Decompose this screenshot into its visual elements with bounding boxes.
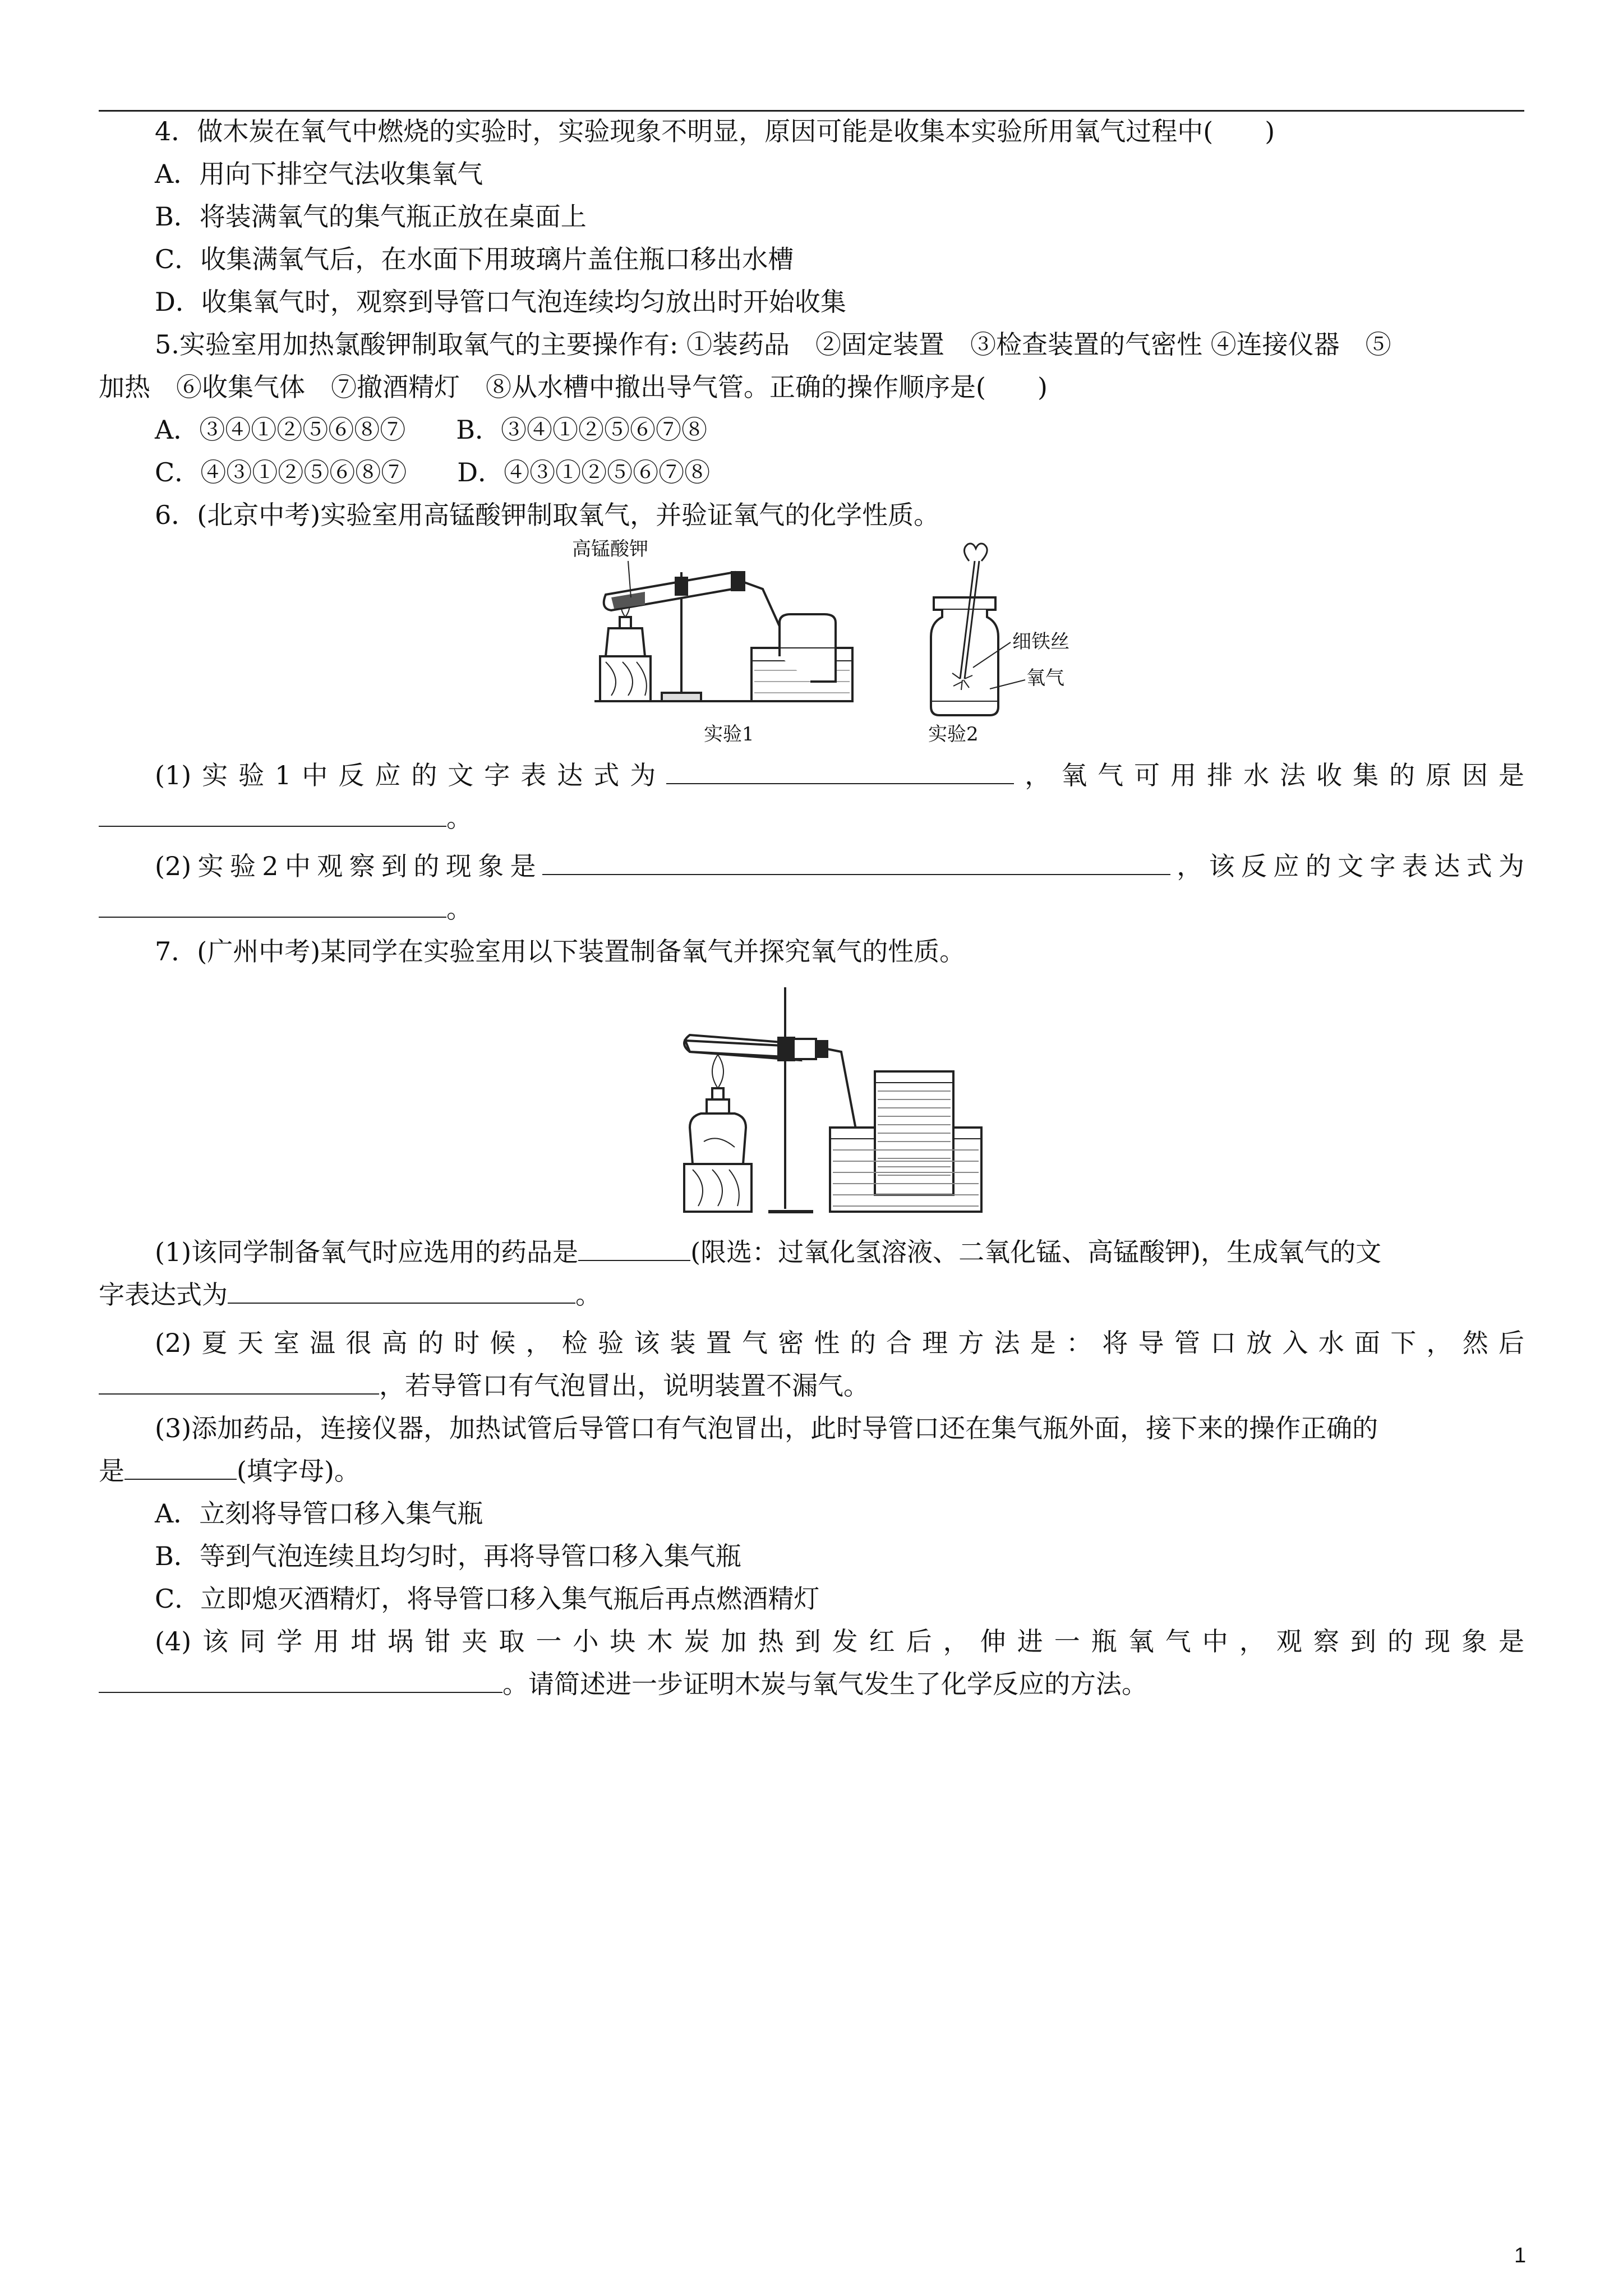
q7-part4-line1: (4)该同学用坩埚钳夹取一小块木炭加热到发红后，伸进一瓶氧气中，观察到的现象是 [155,1626,1524,1657]
q6-figure [561,539,1077,757]
q7-option-a: A．立刻将导管口移入集气瓶 [155,1498,483,1529]
q7-stem: 7．(广州中考)某同学在实验室用以下装置制备氧气并探究氧气的性质。 [155,936,966,967]
caption-experiment2: 实验2 [928,723,979,746]
q7-part4-blank[interactable] [99,1668,502,1693]
q6-part1-line2: 。 [99,797,1524,839]
experiment1-apparatus [594,572,852,701]
q5-stem-line2: 加热 ⑥收集气体 ⑦撤酒精灯 ⑧从水槽中撤出导气管。正确的操作顺序是( ) [99,372,1048,402]
q7-part4-line2: 。请简述进一步证明木炭与氧气发生了化学反应的方法。 [99,1663,1524,1705]
q7-option-c: C．立即熄灭酒精灯，将导管口移入集气瓶后再点燃酒精灯 [155,1584,820,1614]
q4-option-d: D．收集氧气时，观察到导管口气泡连续均匀放出时开始收集 [155,287,846,317]
q7-figure [673,987,987,1223]
q7-part2-blank[interactable] [99,1370,379,1395]
q4-option-b: B．将装满氧气的集气瓶正放在桌面上 [155,201,587,232]
q5-options-row2 [155,451,1524,494]
q4-stem: 4．做木炭在氧气中燃烧的实验时，实验现象不明显，原因可能是收集本实验所用氧气过程中( ) [155,116,1275,146]
q6-part1-blank2[interactable] [99,802,446,827]
q6-part1-blank1[interactable] [666,760,1014,784]
label-kmno4: 高锰酸钾 [572,539,648,560]
q6-part2-line2: 。 [99,887,1524,930]
q6-part2-line1: (2)实验2中观察到的现象是 ，该反应的文字表达式为 [155,851,1525,881]
q7-part3-blank[interactable] [125,1455,237,1480]
q7-part1-line2: 字表达式为 。 [99,1280,601,1310]
q7-part1-blank2[interactable] [228,1279,575,1304]
q5-option-b: B．③④①②⑤⑥⑦⑧ [456,415,708,445]
q7-part3-line2: 是 (填字母)。 [99,1456,360,1486]
q7-part3-line1: (3)添加药品，连接仪器，加热试管后导管口有气泡冒出，此时导管口还在集气瓶外面，接下来的操作正确的 [155,1413,1378,1443]
q5-option-d: D．④③①②⑤⑥⑦⑧ [457,457,711,487]
q7-part2-line2: ，若导管口有气泡冒出，说明装置不漏气。 [99,1364,1524,1407]
q6-stem: 6．(北京中考)实验室用高锰酸钾制取氧气，并验证氧气的化学性质。 [155,500,940,530]
q7-part1-blank1[interactable] [578,1236,690,1261]
q5-stem-line1: 5.实验室用加热氯酸钾制取氧气的主要操作有: ①装药品 ②固定装置 ③检查装置的气密性 ④连接仪器 ⑤ [155,329,1391,360]
page-number: 1 [1514,2244,1527,2267]
q6-part2-blank1[interactable] [542,850,1170,875]
q7-part2-line1: (2)夏天室温很高的时候，检验该装置气密性的合理方法是：将导管口放入水面下，然后 [155,1328,1524,1358]
q5-option-c: C．④③①②⑤⑥⑧⑦ [155,457,407,487]
q7-part1-line1: (1)该同学制备氧气时应选用的药品是 (限选：过氧化氢溶液、二氧化锰、高锰酸钾)，生成氧气的文 [155,1237,1382,1267]
q4-option-a: A．用向下排空气法收集氧气 [155,159,483,189]
q7-option-b: B．等到气泡连续且均匀时，再将导管口移入集气瓶 [155,1541,741,1571]
q6-part1-line1: (1)实验1中反应的文字表达式为 ，氧气可用排水法收集的原因是 [155,760,1524,790]
caption-experiment1: 实验1 [704,723,754,746]
q5-option-a: A．③④①②⑤⑥⑧⑦ [155,415,406,445]
label-oxygen: 氧气 [1026,667,1064,689]
q4-option-c: C．收集满氧气后，在水面下用玻璃片盖住瓶口移出水槽 [155,244,794,274]
q5-options-row1 [155,408,1524,451]
experiment2-apparatus [931,544,998,715]
q6-part2-blank2[interactable] [99,893,446,918]
label-iron-wire: 细铁丝 [1012,631,1069,653]
